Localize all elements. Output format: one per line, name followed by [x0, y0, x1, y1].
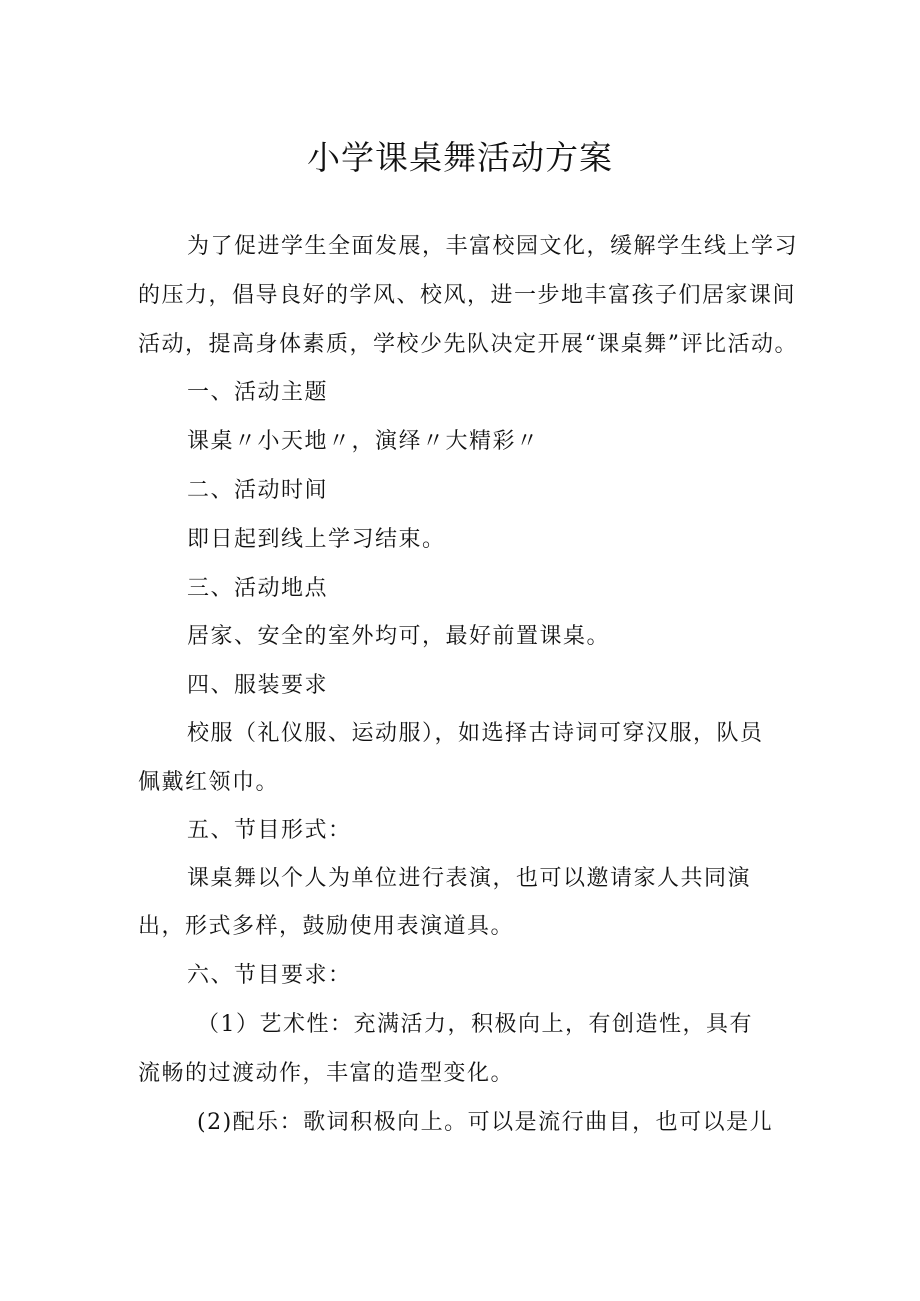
section-heading: 二、活动时间 [187, 478, 329, 503]
paragraph-line: 课桌〃小天地〃，演绎〃大精彩〃 [187, 429, 540, 454]
paragraph-line: 课桌舞以个人为单位进行表演，也可以邀请家人共同演 [187, 866, 752, 891]
paragraph-line: 活动，提高身体素质，学校少先队决定开展“课桌舞”评比活动。 [138, 332, 798, 357]
section-heading: 一、活动主题 [187, 380, 329, 405]
paragraph-line: （1）艺术性：充满活力，积极向上，有创造性，具有 [197, 1012, 753, 1037]
section-heading: 三、活动地点 [187, 576, 329, 601]
paragraph-line: 居家、安全的室外均可，最好前置课桌。 [187, 624, 611, 649]
paragraph-line: 的压力，倡导良好的学风、校风，进一步地丰富孩子们居家课间 [138, 283, 797, 308]
paragraph-line: (2)配乐：歌词积极向上。可以是流行曲目，也可以是儿 [197, 1110, 774, 1135]
document-title: 小学课桌舞活动方案 [307, 138, 613, 177]
section-heading: 四、服装要求 [187, 673, 329, 698]
paragraph-line: 为了促进学生全面发展，丰富校园文化，缓解学生线上学习 [187, 234, 799, 259]
section-heading: 六、节目要求： [187, 963, 352, 988]
paragraph-line: 即日起到线上学习结束。 [187, 527, 446, 552]
section-heading: 五、节目形式： [187, 818, 352, 843]
paragraph-line: 流畅的过渡动作，丰富的造型变化。 [138, 1061, 515, 1086]
paragraph-line: 校服（礼仪服、运动服），如选择古诗词可穿汉服，队员 [187, 721, 764, 746]
paragraph-line: 出，形式多样，鼓励使用表演道具。 [138, 914, 515, 939]
paragraph-line: 佩戴红领巾。 [138, 770, 280, 795]
